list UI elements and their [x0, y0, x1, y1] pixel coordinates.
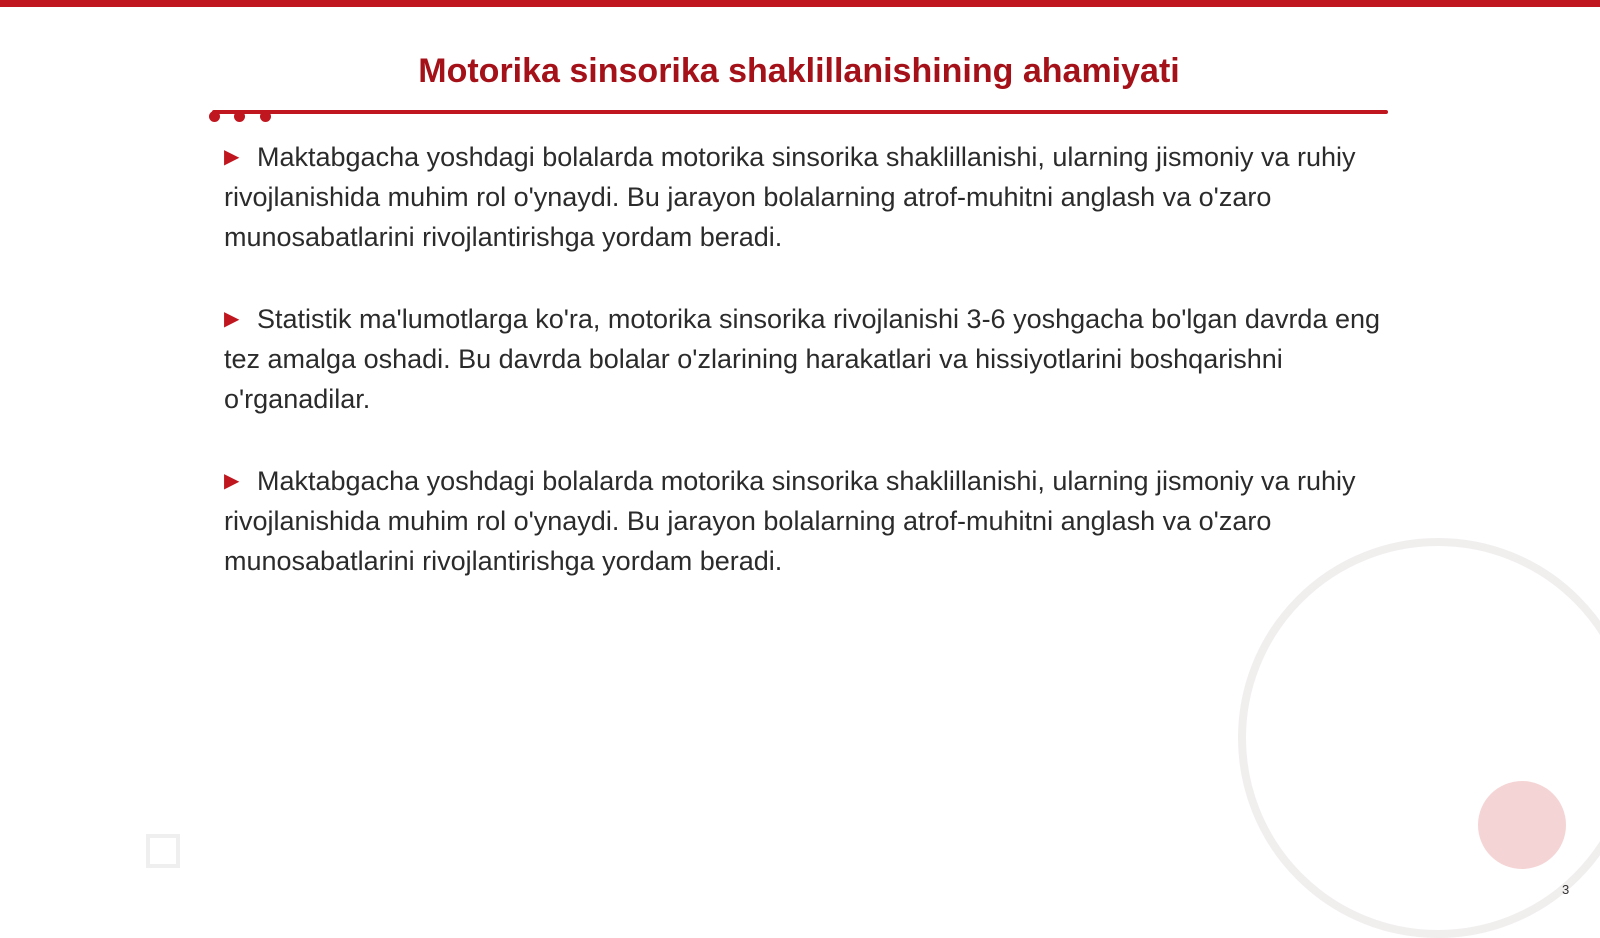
bullet-paragraph: [224, 461, 1384, 581]
title-dot: [260, 111, 271, 122]
top-accent-bar: [0, 0, 1600, 7]
page-number: 3: [1562, 882, 1570, 897]
title-underline: [212, 110, 1388, 114]
slide-content: [224, 137, 1384, 623]
paragraph-text: Maktabgacha yoshdagi bolalarda motorika sinsorika shaklillanishi, ularning jismoniy va ruhiy rivojlanishida muhim rol o'ynaydi. Bu jarayon bolalarning atrof-muhitni anglash va o'zaro munosabatlarini rivojlantirishga yordam beradi.: [224, 142, 1356, 252]
paragraph-text: Statistik ma'lumotlarga ko'ra, motorika sinsorika rivojlanishi 3-6 yoshgacha bo'lgan davrda eng tez amalga oshadi. Bu davrda bolalar o'zlarining harakatlari va hissiyotlarini boshqarishni o'rganadilar.: [224, 304, 1381, 414]
bullet-arrow-icon: ▶: [224, 470, 240, 492]
bullet-arrow-icon: ▶: [224, 146, 240, 168]
bullet-paragraph: [224, 299, 1384, 419]
bullet-paragraph: [224, 137, 1384, 257]
title-dot: [234, 111, 245, 122]
title-dot: [209, 111, 220, 122]
paragraph-text: Maktabgacha yoshdagi bolalarda motorika sinsorika shaklillanishi, ularning jismoniy va ruhiy rivojlanishida muhim rol o'ynaydi. Bu jarayon bolalarning atrof-muhitni anglash va o'zaro munosabatlarini rivojlantirishga yordam beradi.: [224, 466, 1356, 576]
decorative-square: [146, 834, 180, 868]
decorative-circle: [1478, 781, 1566, 869]
slide-title: Motorika sinsorika shaklillanishining ahamiyati: [418, 52, 1180, 90]
bullet-arrow-icon: ▶: [224, 308, 240, 330]
